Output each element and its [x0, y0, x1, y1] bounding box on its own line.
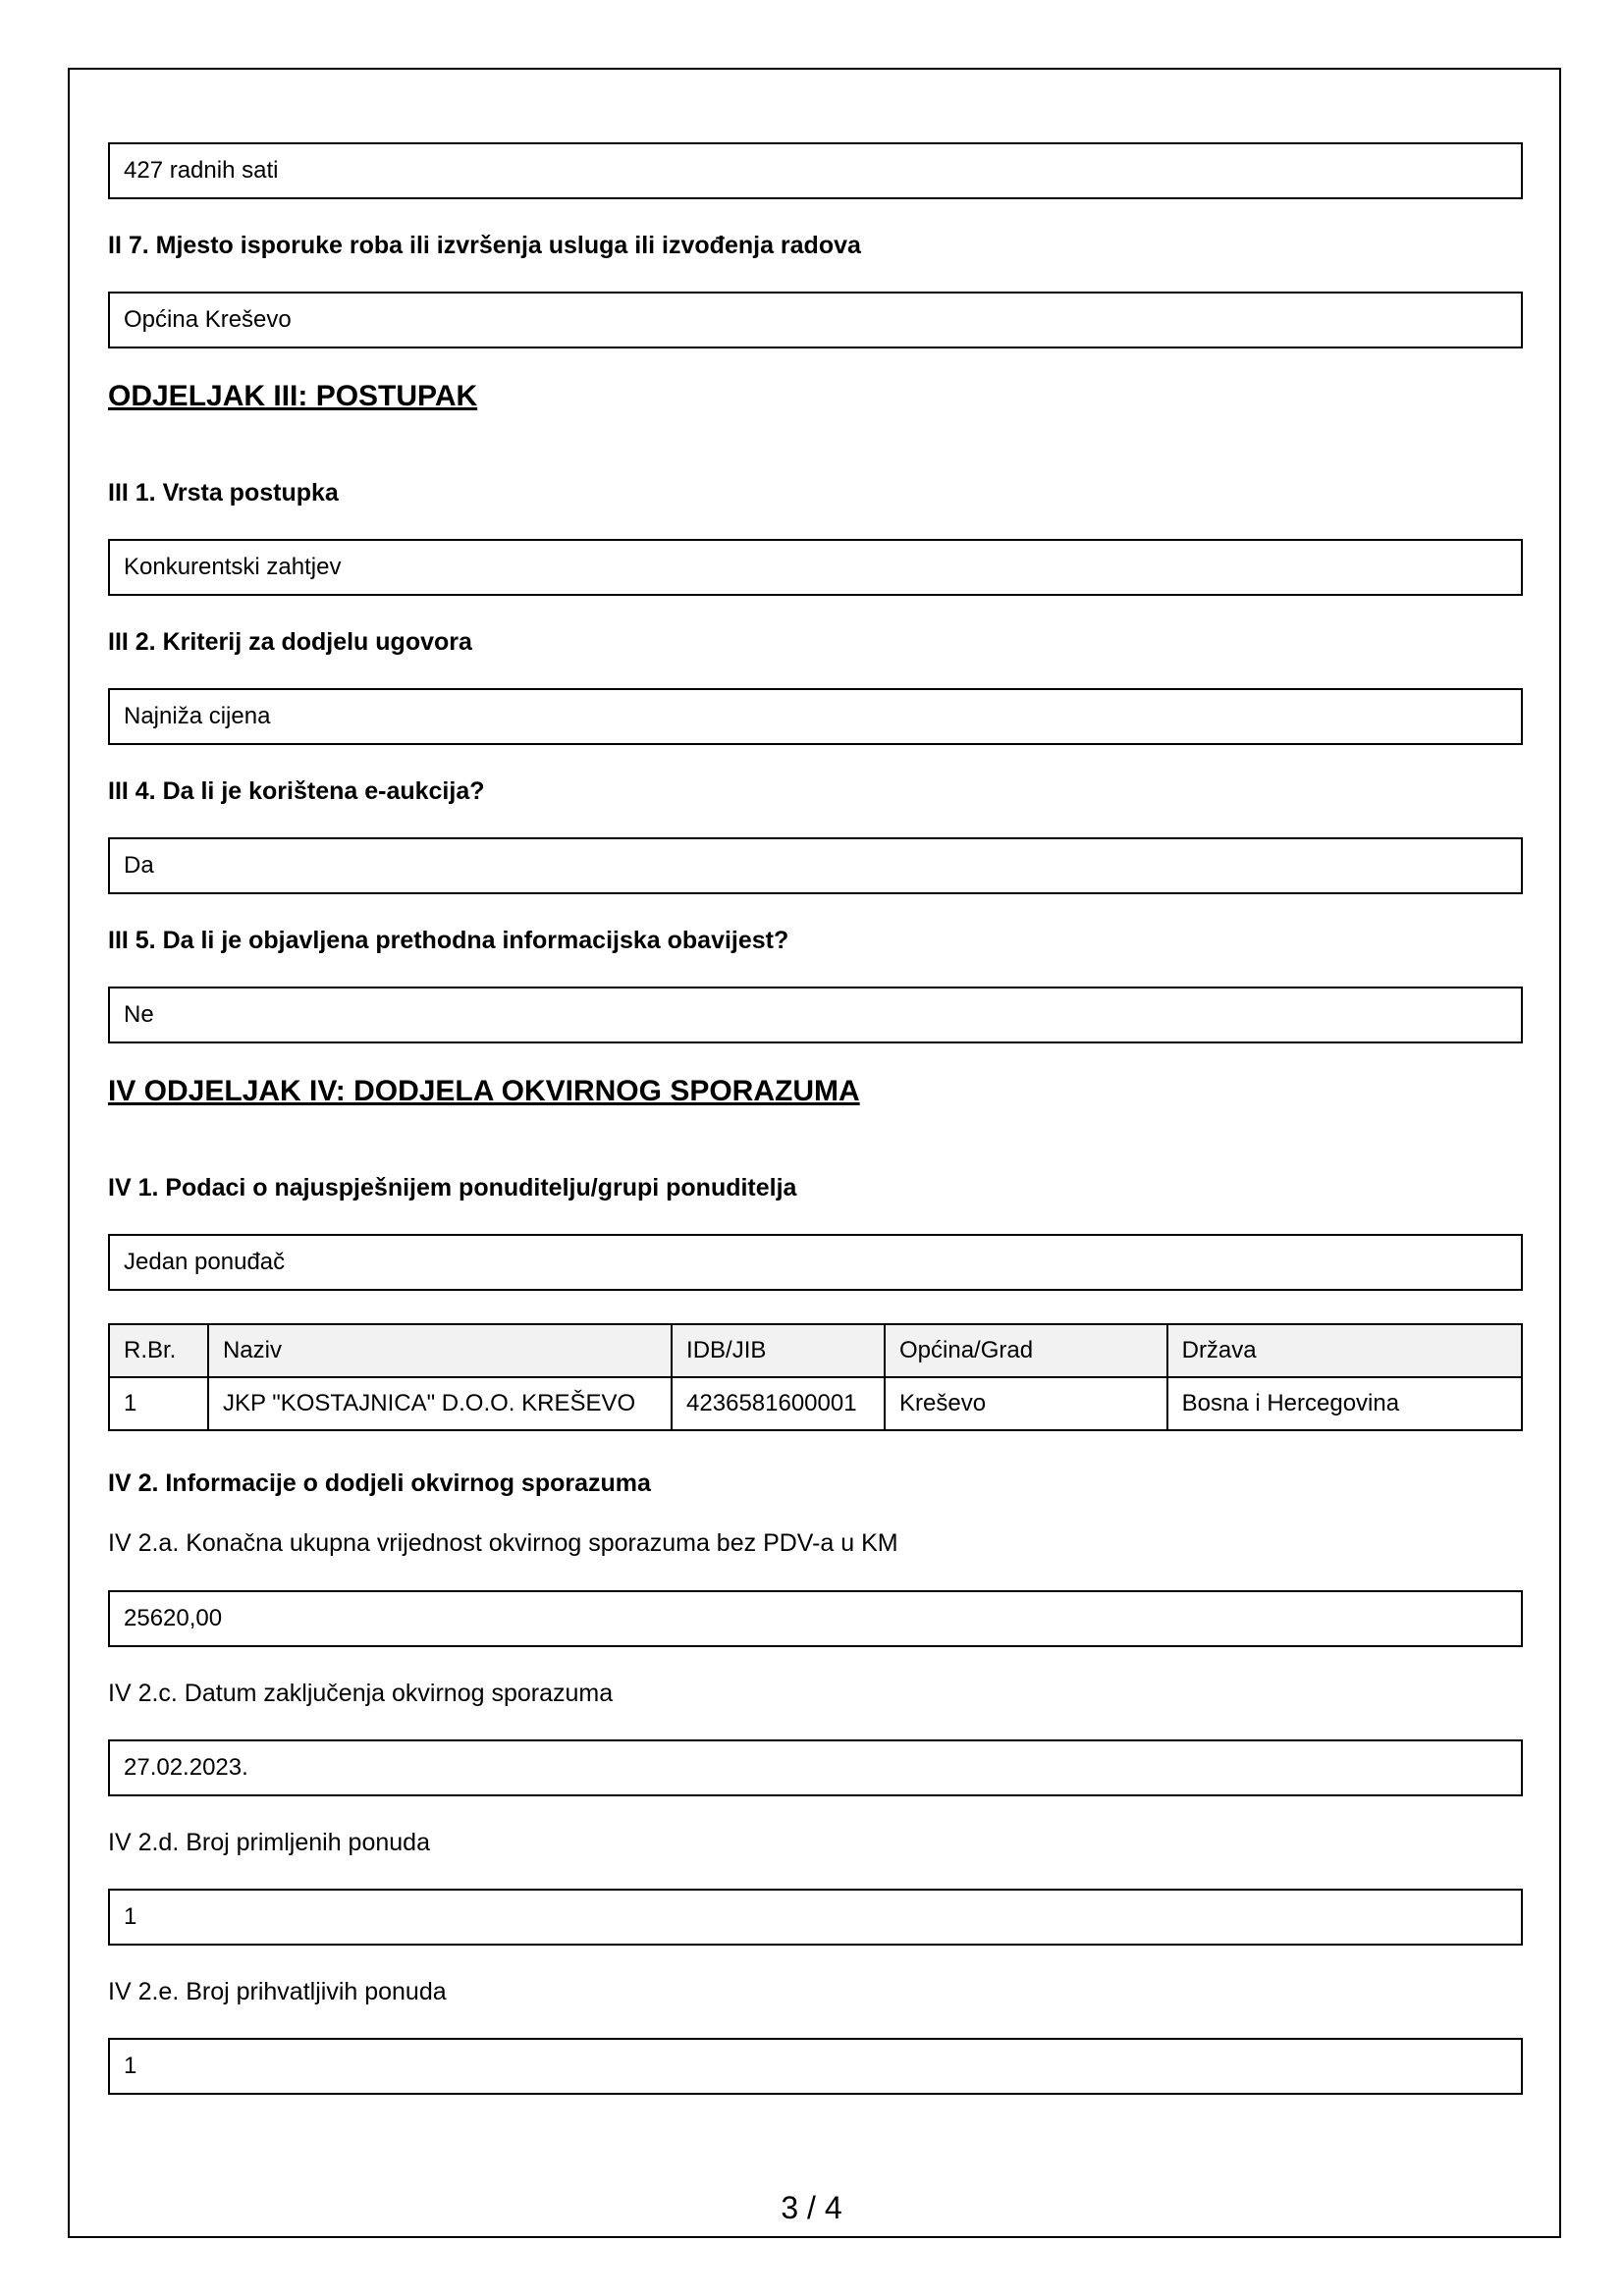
iv1-value-field	[108, 1234, 1523, 1291]
iii5-label: III 5. Da li je objavljena prethodna informacijska obavijest?	[108, 927, 789, 954]
iv2a-label: IV 2.a. Konačna ukupna vrijednost okvirnog sporazuma bez PDV-a u KM	[108, 1529, 898, 1557]
iv2c-value: 27.02.2023.	[124, 1754, 248, 1781]
iii2-label: III 2. Kriterij za dodjelu ugovora	[108, 628, 472, 656]
iv2e-value-field	[108, 2038, 1523, 2095]
iv2d-value-field	[108, 1889, 1523, 1946]
table-header-row	[109, 1324, 1522, 1377]
ii7-value: Općina Kreševo	[124, 306, 292, 333]
iv2c-value-field	[108, 1739, 1523, 1796]
table-cell: 4236581600001	[672, 1377, 885, 1430]
table-cell: 1	[109, 1377, 208, 1430]
duration-value-field	[108, 142, 1523, 199]
iii4-value-field	[108, 837, 1523, 894]
iii2-value-field	[108, 688, 1523, 745]
table-header-cell: Naziv	[208, 1324, 672, 1377]
iv2e-value: 1	[124, 2053, 137, 2079]
iv1-value: Jedan ponuđač	[124, 1249, 286, 1275]
table-row	[109, 1377, 1522, 1430]
iii5-value-field	[108, 987, 1523, 1043]
table-header-cell: R.Br.	[109, 1324, 208, 1377]
table-cell: Bosna i Hercegovina	[1167, 1377, 1522, 1430]
page-number: 3 / 4	[781, 2190, 842, 2225]
iii5-value: Ne	[124, 1001, 154, 1028]
iii1-value-field	[108, 539, 1523, 596]
ii7-value-field	[108, 292, 1523, 348]
ii7-label: II 7. Mjesto isporuke roba ili izvršenja usluga ili izvođenja radova	[108, 232, 861, 259]
section-3-heading: ODJELJAK III: POSTUPAK	[108, 380, 478, 412]
iv2e-label: IV 2.e. Broj prihvatljivih ponuda	[108, 1978, 447, 2005]
iii4-value: Da	[124, 852, 154, 879]
iv2d-label: IV 2.d. Broj primljenih ponuda	[108, 1829, 430, 1856]
table-cell: JKP "KOSTAJNICA" D.O.O. KREŠEVO	[208, 1377, 672, 1430]
table-header-cell: IDB/JIB	[672, 1324, 885, 1377]
iii1-value: Konkurentski zahtjev	[124, 554, 342, 580]
table-header-cell: Država	[1167, 1324, 1522, 1377]
iv2a-value-field	[108, 1590, 1523, 1647]
iv1-label: IV 1. Podaci o najuspješnijem ponuditelju/grupi ponuditelja	[108, 1174, 797, 1201]
table-cell: Kreševo	[885, 1377, 1167, 1430]
iv2d-value: 1	[124, 1903, 137, 1930]
iii4-label: III 4. Da li je korištena e-aukcija?	[108, 777, 485, 805]
table-header-cell: Općina/Grad	[885, 1324, 1167, 1377]
bidders-table	[108, 1323, 1523, 1431]
iii1-label: III 1. Vrsta postupka	[108, 479, 339, 507]
iii2-value: Najniža cijena	[124, 703, 271, 729]
iv2a-value: 25620,00	[124, 1605, 223, 1631]
section-4-heading: IV ODJELJAK IV: DODJELA OKVIRNOG SPORAZUMA	[108, 1075, 860, 1107]
iv2-label: IV 2. Informacije o dodjeli okvirnog sporazuma	[108, 1469, 651, 1497]
iv2c-label: IV 2.c. Datum zaključenja okvirnog sporazuma	[108, 1680, 614, 1707]
duration-value: 427 radnih sati	[124, 157, 279, 184]
